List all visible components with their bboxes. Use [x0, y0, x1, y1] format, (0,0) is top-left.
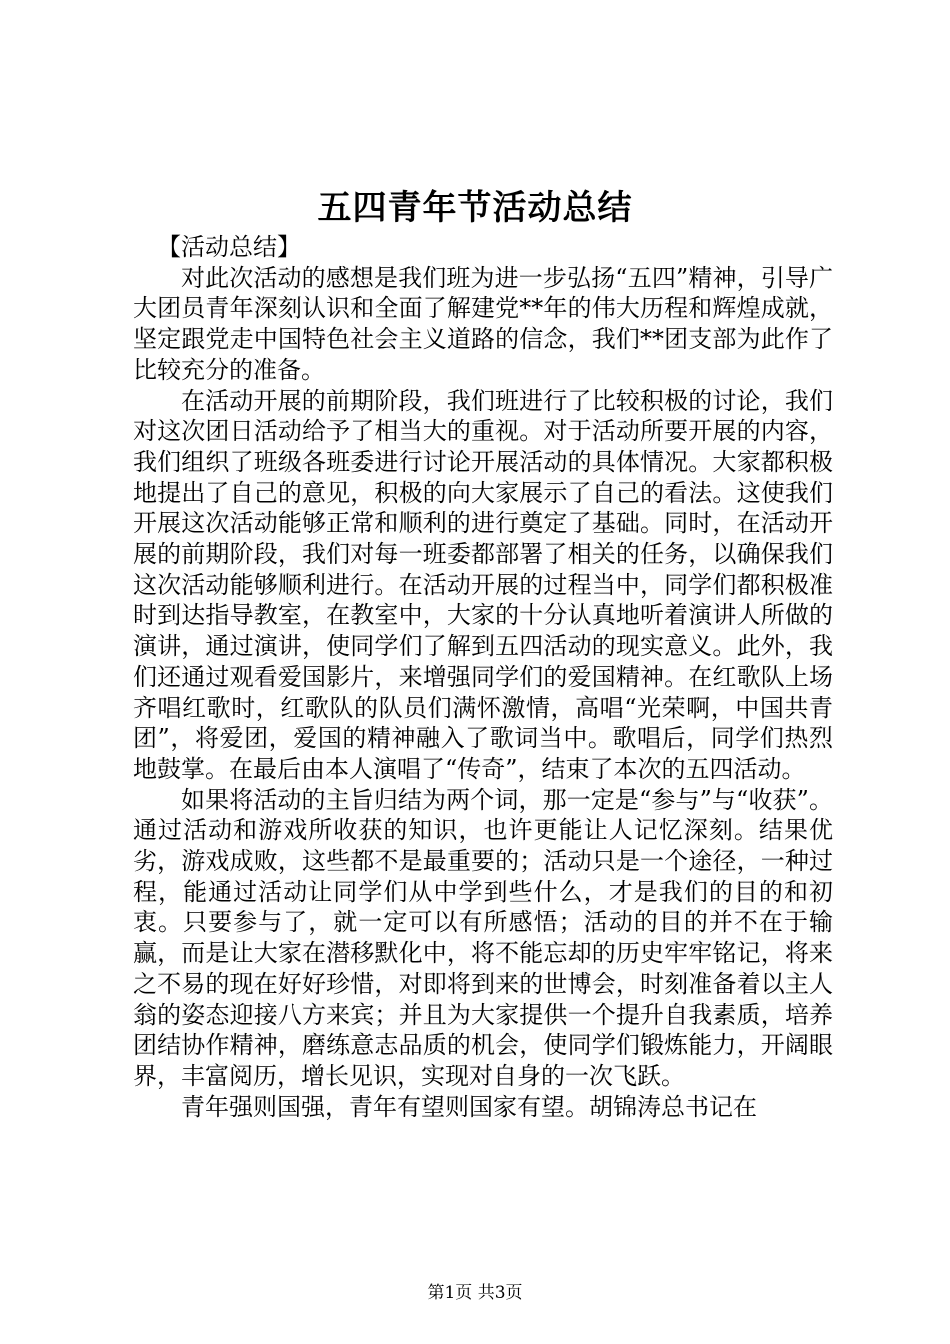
paragraph-3: 如果将活动的主旨归结为两个词，那一定是“参与”与“收获”。通过活动和游戏所收获的知识，也许更能让人记忆深刻。结果优劣，游戏成败，这些都不是最重要的；活动只是一个途径，一种过程，能通过活动让同学们从中学到些什么，才是我们的目的和初衷。只要参与了，就一定可以有所感悟；活动的目的并不在于输赢，而是让大家在潜移默化中，将不能忘却的历史牢牢铭记，将来之不易的现在好好珍惜，对即将到来的世博会，时刻准备着以主人翁的姿态迎接八方来宾；并且为大家提供一个提升自我素质，培养团结协作精神，磨练意志品质的机会，使同学们锻炼能力，开阔眼界，丰富阅历，增长见识，实现对自身的一次飞跃。 — [133, 785, 833, 1090]
page-footer: 第1页 共3页 — [427, 1283, 523, 1303]
paragraph-2: 在活动开展的前期阶段，我们班进行了比较积极的讨论，我们对这次团日活动给予了相当大的重视。对于活动所要开展的内容，我们组织了班级各班委进行讨论开展活动的具体情况。大家都积极地提出了自己的意见，积极的向大家展示了自己的看法。这使我们开展这次活动能够正常和顺利的进行奠定了基础。同时，在活动开展的前期阶段，我们对每一班委都部署了相关的任务，以确保我们这次活动能够顺利进行。在活动开展的过程当中，同学们都积极准时到达指导教室，在教室中，大家的十分认真地听着演讲人所做的演讲，通过演讲，使同学们了解到五四活动的现实意义。此外，我们还通过观看爱国影片，来增强同学们的爱国精神。在红歌队上场齐唱红歌时，红歌队的队员们满怀激情，高唱“光荣啊，中国共青团”，将爱团，爱国的精神融入了歌词当中。歌唱后，同学们热烈地鼓掌。在最后由本人演唱了“传奇”，结束了本次的五四活动。 — [133, 386, 833, 783]
document-body — [133, 232, 833, 1122]
paragraph-1: 对此次活动的感想是我们班为进一步弘扬“五四”精神，引导广大团员青年深刻认识和全面了解建党**年的伟大历程和辉煌成就，坚定跟党走中国特色社会主义道路的信念，我们**团支部为此作了比较充分的准备。 — [133, 263, 833, 384]
document-title: 五四青年节活动总结 — [317, 188, 633, 228]
section-heading: 【活动总结】 — [157, 233, 301, 261]
paragraph-4: 青年强则国强，青年有望则国家有望。胡锦涛总书记在 — [181, 1092, 757, 1121]
